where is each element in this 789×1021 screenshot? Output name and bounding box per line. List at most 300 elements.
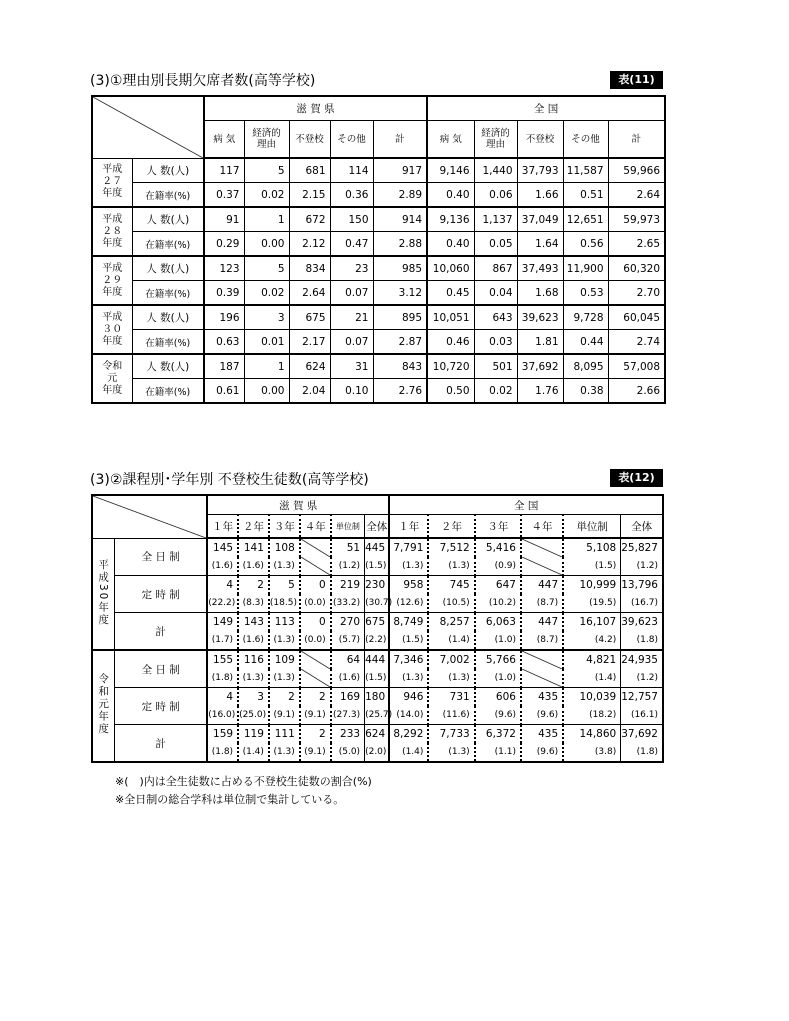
national-count-cell: 4,821 <box>563 650 621 669</box>
row-label-rate: 在籍率(%) <box>132 330 204 355</box>
shiga-count-cell: 159 <box>207 725 238 744</box>
shiga-count-cell: 2 <box>300 688 331 707</box>
shiga-rate-cell: 0.00 <box>244 232 289 257</box>
national-pct-cell: (1.3) <box>428 557 474 576</box>
national-pct-cell: (1.4) <box>428 631 474 650</box>
course-row-count <box>92 576 663 595</box>
national-pct-cell: (1.5) <box>389 631 428 650</box>
year-label: 令和 元 年度 <box>92 354 132 403</box>
year-row-rate <box>92 281 665 306</box>
shiga-pct-cell: (1.5) <box>365 557 390 576</box>
national-count-cell: 7,512 <box>428 538 474 557</box>
national-count-cell: 6,372 <box>475 725 521 744</box>
row-label-rate: 在籍率(%) <box>132 281 204 306</box>
shiga-rate-cell: 0.47 <box>330 232 373 257</box>
shiga-rate-cell: 0.61 <box>204 379 244 404</box>
shiga-rate-cell: 2.76 <box>373 379 427 404</box>
national-count-cell: 37,493 <box>517 256 563 281</box>
group-shiga-header: 滋 賀 県 <box>207 495 389 515</box>
col-header-shiga-1: 経済的 理由 <box>244 121 289 159</box>
year-row-count <box>92 354 665 379</box>
shiga-count-cell: 123 <box>204 256 244 281</box>
year-label <box>92 538 115 650</box>
national-pct-cell: (1.8) <box>621 631 663 650</box>
shiga-rate-cell: 2.17 <box>289 330 330 355</box>
national-count-cell: 37,692 <box>621 725 663 744</box>
year-label: 平成 ２８ 年度 <box>92 207 132 256</box>
national-rate-cell: 1.76 <box>517 379 563 404</box>
header-row-1 <box>92 96 665 121</box>
shiga-pct-cell: (1.3) <box>269 631 300 650</box>
col-header-shiga-0: 病 気 <box>204 121 244 159</box>
national-count-cell: 643 <box>474 305 517 330</box>
course-label: 計 <box>115 613 208 651</box>
shiga-pct-cell: (30.7) <box>365 594 390 613</box>
national-pct-cell <box>521 557 563 576</box>
col-header-national-3: その他 <box>563 121 608 159</box>
shiga-count-cell: 0 <box>300 576 331 595</box>
national-pct-cell: (1.4) <box>563 669 621 688</box>
national-pct-cell: (1.3) <box>389 557 428 576</box>
shiga-pct-cell: (8.3) <box>238 594 269 613</box>
national-count-cell: 39,623 <box>517 305 563 330</box>
table12-title: (3)②課程別･学年別 不登校生徒数(高等学校) <box>90 472 369 488</box>
shiga-pct-cell: (22.2) <box>207 594 238 613</box>
national-col-header-0: １年 <box>389 515 428 539</box>
national-rate-cell: 0.40 <box>427 232 474 257</box>
shiga-count-cell: 109 <box>269 650 300 669</box>
shiga-count-cell: 150 <box>330 207 373 232</box>
group-shiga-header: 滋 賀 県 <box>204 96 427 121</box>
national-count-cell: 13,796 <box>621 576 663 595</box>
national-count-cell: 1,137 <box>474 207 517 232</box>
national-col-header-4: 単位制 <box>563 515 621 539</box>
shiga-pct-cell: (1.6) <box>238 631 269 650</box>
national-count-cell: 447 <box>521 613 563 632</box>
shiga-count-cell: 843 <box>373 354 427 379</box>
shiga-pct-cell: (1.6) <box>207 557 238 576</box>
national-count-cell: 60,045 <box>608 305 665 330</box>
national-count-cell: 946 <box>389 688 428 707</box>
shiga-count-cell: 169 <box>331 688 365 707</box>
course-label: 計 <box>115 725 208 763</box>
shiga-rate-cell: 3.12 <box>373 281 427 306</box>
national-rate-cell: 0.40 <box>427 183 474 208</box>
course-row-count <box>92 538 663 557</box>
national-rate-cell: 1.64 <box>517 232 563 257</box>
course-row-count <box>92 688 663 707</box>
shiga-pct-cell <box>300 669 331 688</box>
shiga-rate-cell: 0.07 <box>330 330 373 355</box>
shiga-count-cell: 108 <box>269 538 300 557</box>
shiga-pct-cell: (1.3) <box>238 669 269 688</box>
shiga-col-header-2: ３年 <box>269 515 300 539</box>
shiga-count-cell: 624 <box>365 725 390 744</box>
shiga-count-cell: 681 <box>289 158 330 183</box>
national-pct-cell: (1.3) <box>428 743 474 762</box>
year-row-count <box>92 207 665 232</box>
national-count-cell: 731 <box>428 688 474 707</box>
national-count-cell: 501 <box>474 354 517 379</box>
shiga-col-header-4: 単位制 <box>331 515 365 539</box>
header-row-1 <box>92 495 663 515</box>
national-rate-cell: 0.04 <box>474 281 517 306</box>
shiga-count-cell: 219 <box>331 576 365 595</box>
shiga-count-cell: 2 <box>300 725 331 744</box>
shiga-count-cell: 117 <box>204 158 244 183</box>
national-rate-cell: 0.56 <box>563 232 608 257</box>
shiga-count-cell: 914 <box>373 207 427 232</box>
national-count-cell: 435 <box>521 688 563 707</box>
shiga-count-cell: 155 <box>207 650 238 669</box>
footnote-1: ※( )内は全生徒数に占める不登校生徒数の割合(%) <box>115 775 372 788</box>
shiga-pct-cell: (1.5) <box>365 669 390 688</box>
shiga-pct-cell: (18.5) <box>269 594 300 613</box>
national-count-cell: 57,008 <box>608 354 665 379</box>
shiga-count-cell: 113 <box>269 613 300 632</box>
shiga-rate-cell: 0.36 <box>330 183 373 208</box>
col-header-shiga-2: 不登校 <box>289 121 330 159</box>
national-count-cell: 958 <box>389 576 428 595</box>
shiga-count-cell: 0 <box>300 613 331 632</box>
col-header-national-0: 病 気 <box>427 121 474 159</box>
shiga-pct-cell: (1.7) <box>207 631 238 650</box>
shiga-rate-cell: 0.02 <box>244 183 289 208</box>
national-count-cell: 60,320 <box>608 256 665 281</box>
national-count-cell: 11,900 <box>563 256 608 281</box>
shiga-count-cell: 149 <box>207 613 238 632</box>
row-label-rate: 在籍率(%) <box>132 232 204 257</box>
national-count-cell: 16,107 <box>563 613 621 632</box>
national-count-cell: 11,587 <box>563 158 608 183</box>
national-rate-cell: 2.65 <box>608 232 665 257</box>
national-pct-cell: (9.6) <box>521 706 563 725</box>
course-label: 全 日 制 <box>115 538 208 576</box>
shiga-pct-cell: (9.1) <box>300 743 331 762</box>
national-rate-cell: 0.02 <box>474 379 517 404</box>
shiga-pct-cell: (0.0) <box>300 594 331 613</box>
shiga-pct-cell: (1.4) <box>238 743 269 762</box>
shiga-rate-cell: 2.04 <box>289 379 330 404</box>
shiga-count-cell: 4 <box>207 688 238 707</box>
shiga-count-cell: 119 <box>238 725 269 744</box>
national-count-cell: 5,416 <box>475 538 521 557</box>
row-label-count: 人 数(人) <box>132 158 204 183</box>
national-rate-cell: 0.50 <box>427 379 474 404</box>
national-pct-cell: (19.5) <box>563 594 621 613</box>
shiga-rate-cell: 0.07 <box>330 281 373 306</box>
national-pct-cell: (1.2) <box>621 557 663 576</box>
shiga-count-cell: 5 <box>244 256 289 281</box>
shiga-pct-cell: (1.6) <box>238 557 269 576</box>
national-count-cell: 10,060 <box>427 256 474 281</box>
shiga-rate-cell: 0.63 <box>204 330 244 355</box>
shiga-count-cell: 5 <box>244 158 289 183</box>
col-header-national-2: 不登校 <box>517 121 563 159</box>
row-label-rate: 在籍率(%) <box>132 379 204 404</box>
col-header-shiga-3: その他 <box>330 121 373 159</box>
shiga-count-cell: 3 <box>244 305 289 330</box>
national-rate-cell: 0.38 <box>563 379 608 404</box>
national-pct-cell: (4.2) <box>563 631 621 650</box>
national-count-cell: 647 <box>475 576 521 595</box>
shiga-count-cell: 145 <box>207 538 238 557</box>
shiga-count-cell: 895 <box>373 305 427 330</box>
shiga-pct-cell: (1.3) <box>269 743 300 762</box>
national-pct-cell: (1.0) <box>475 631 521 650</box>
shiga-rate-cell: 0.01 <box>244 330 289 355</box>
shiga-count-cell: 270 <box>331 613 365 632</box>
shiga-count-cell: 64 <box>331 650 365 669</box>
national-count-cell: 8,292 <box>389 725 428 744</box>
shiga-pct-cell: (25.0) <box>238 706 269 725</box>
shiga-count-cell: 21 <box>330 305 373 330</box>
national-count-cell: 606 <box>475 688 521 707</box>
shiga-count-cell: 114 <box>330 158 373 183</box>
national-count-cell: 25,827 <box>621 538 663 557</box>
table11-tag: 表(11) <box>610 71 663 89</box>
col-header-shiga-4: 計 <box>373 121 427 159</box>
shiga-count-cell: 5 <box>269 576 300 595</box>
shiga-rate-cell: 0.29 <box>204 232 244 257</box>
national-pct-cell: (8.7) <box>521 594 563 613</box>
row-label-count: 人 数(人) <box>132 256 204 281</box>
shiga-count-cell: 187 <box>204 354 244 379</box>
table12-tag: 表(12) <box>610 469 663 487</box>
shiga-pct-cell: (2.2) <box>365 631 390 650</box>
national-count-cell: 10,720 <box>427 354 474 379</box>
shiga-pct-cell: (27.3) <box>331 706 365 725</box>
table11-title: (3)①理由別長期欠席者数(高等学校) <box>90 73 316 89</box>
shiga-pct-cell: (25.7) <box>365 706 390 725</box>
national-count-cell: 435 <box>521 725 563 744</box>
shiga-pct-cell: (9.1) <box>269 706 300 725</box>
year-row-rate <box>92 183 665 208</box>
shiga-pct-cell: (2.0) <box>365 743 390 762</box>
year-row-count <box>92 256 665 281</box>
year-label-text: 平成30年度 <box>97 558 110 626</box>
national-count-cell: 867 <box>474 256 517 281</box>
national-pct-cell: (1.3) <box>428 669 474 688</box>
national-count-cell: 10,051 <box>427 305 474 330</box>
course-label: 定 時 制 <box>115 576 208 613</box>
row-label-count: 人 数(人) <box>132 305 204 330</box>
shiga-col-header-0: １年 <box>207 515 238 539</box>
national-count-cell: 12,757 <box>621 688 663 707</box>
national-count-cell: 7,791 <box>389 538 428 557</box>
shiga-pct-cell: (1.2) <box>331 557 365 576</box>
shiga-count-cell: 675 <box>365 613 390 632</box>
shiga-rate-cell: 0.39 <box>204 281 244 306</box>
shiga-count-cell: 672 <box>289 207 330 232</box>
national-rate-cell: 0.03 <box>474 330 517 355</box>
national-count-cell: 1,440 <box>474 158 517 183</box>
shiga-count-cell: 985 <box>373 256 427 281</box>
national-pct-cell: (10.5) <box>428 594 474 613</box>
year-label: 平成 ３０ 年度 <box>92 305 132 354</box>
shiga-rate-cell: 2.15 <box>289 183 330 208</box>
national-pct-cell: (10.2) <box>475 594 521 613</box>
absence-by-reason-table <box>91 95 666 404</box>
national-count-cell: 14,860 <box>563 725 621 744</box>
shiga-rate-cell: 2.64 <box>289 281 330 306</box>
national-rate-cell: 2.74 <box>608 330 665 355</box>
shiga-count-cell: 233 <box>331 725 365 744</box>
national-pct-cell: (11.6) <box>428 706 474 725</box>
national-count-cell: 745 <box>428 576 474 595</box>
national-col-header-1: ２年 <box>428 515 474 539</box>
truancy-by-grade-table <box>91 494 664 763</box>
national-count-cell: 39,623 <box>621 613 663 632</box>
shiga-count-cell: 180 <box>365 688 390 707</box>
national-count-cell: 5,766 <box>475 650 521 669</box>
national-pct-cell: (18.2) <box>563 706 621 725</box>
national-rate-cell: 1.66 <box>517 183 563 208</box>
year-row-rate <box>92 232 665 257</box>
shiga-pct-cell: (9.1) <box>300 706 331 725</box>
shiga-col-header-3: ４年 <box>300 515 331 539</box>
header-corner <box>92 495 207 538</box>
national-count-cell <box>521 538 563 557</box>
course-row-count <box>92 613 663 632</box>
shiga-count-cell: 143 <box>238 613 269 632</box>
shiga-count-cell: 2 <box>238 576 269 595</box>
national-col-header-2: ３年 <box>475 515 521 539</box>
national-count-cell: 7,002 <box>428 650 474 669</box>
national-pct-cell: (1.3) <box>389 669 428 688</box>
shiga-pct-cell: (1.8) <box>207 743 238 762</box>
national-rate-cell: 0.05 <box>474 232 517 257</box>
national-count-cell: 10,999 <box>563 576 621 595</box>
shiga-rate-cell: 2.87 <box>373 330 427 355</box>
national-pct-cell: (8.7) <box>521 631 563 650</box>
group-national-header: 全 国 <box>389 495 663 515</box>
national-rate-cell: 2.66 <box>608 379 665 404</box>
national-pct-cell: (1.5) <box>563 557 621 576</box>
footnote-2: ※全日制の総合学科は単位制で集計している。 <box>115 793 345 806</box>
shiga-count-cell: 196 <box>204 305 244 330</box>
shiga-pct-cell: (33.2) <box>331 594 365 613</box>
national-col-header-3: ４年 <box>521 515 563 539</box>
shiga-count-cell: 91 <box>204 207 244 232</box>
year-label-text: 令和元年度 <box>97 673 110 736</box>
national-count-cell: 7,733 <box>428 725 474 744</box>
shiga-count-cell: 4 <box>207 576 238 595</box>
national-rate-cell: 1.68 <box>517 281 563 306</box>
shiga-count-cell: 23 <box>330 256 373 281</box>
national-pct-cell: (1.4) <box>389 743 428 762</box>
row-label-count: 人 数(人) <box>132 207 204 232</box>
year-label: 平成 ２７ 年度 <box>92 158 132 207</box>
shiga-count-cell: 624 <box>289 354 330 379</box>
course-row-count <box>92 725 663 744</box>
course-label: 全 日 制 <box>115 650 208 688</box>
group-national-header: 全 国 <box>427 96 665 121</box>
national-count-cell <box>521 650 563 669</box>
year-row-count <box>92 158 665 183</box>
course-row-count <box>92 650 663 669</box>
year-row-count <box>92 305 665 330</box>
national-pct-cell: (1.1) <box>475 743 521 762</box>
shiga-count-cell: 444 <box>365 650 390 669</box>
shiga-pct-cell: (0.0) <box>300 631 331 650</box>
shiga-count-cell: 3 <box>238 688 269 707</box>
national-pct-cell: (16.7) <box>621 594 663 613</box>
shiga-pct-cell: (1.6) <box>331 669 365 688</box>
shiga-rate-cell: 2.89 <box>373 183 427 208</box>
shiga-count-cell: 230 <box>365 576 390 595</box>
shiga-count-cell: 445 <box>365 538 390 557</box>
national-rate-cell: 0.44 <box>563 330 608 355</box>
shiga-count-cell: 834 <box>289 256 330 281</box>
shiga-count-cell: 1 <box>244 207 289 232</box>
shiga-pct-cell: (1.3) <box>269 669 300 688</box>
shiga-pct-cell: (1.8) <box>207 669 238 688</box>
national-count-cell: 8,749 <box>389 613 428 632</box>
shiga-rate-cell: 0.37 <box>204 183 244 208</box>
shiga-count-cell: 141 <box>238 538 269 557</box>
shiga-rate-cell: 0.10 <box>330 379 373 404</box>
national-rate-cell: 2.70 <box>608 281 665 306</box>
national-count-cell: 9,136 <box>427 207 474 232</box>
national-count-cell: 10,039 <box>563 688 621 707</box>
national-col-header-5: 全体 <box>621 515 663 539</box>
national-pct-cell: (9.6) <box>521 743 563 762</box>
col-header-national-1: 経済的 理由 <box>474 121 517 159</box>
national-pct-cell: (9.6) <box>475 706 521 725</box>
national-count-cell: 12,651 <box>563 207 608 232</box>
row-label-count: 人 数(人) <box>132 354 204 379</box>
national-count-cell: 6,063 <box>475 613 521 632</box>
national-count-cell: 59,966 <box>608 158 665 183</box>
national-count-cell: 9,728 <box>563 305 608 330</box>
national-pct-cell: (1.0) <box>475 669 521 688</box>
shiga-count-cell: 111 <box>269 725 300 744</box>
shiga-count-cell: 51 <box>331 538 365 557</box>
shiga-count-cell: 2 <box>269 688 300 707</box>
national-rate-cell: 0.53 <box>563 281 608 306</box>
national-pct-cell: (0.9) <box>475 557 521 576</box>
header-corner <box>92 96 204 158</box>
year-row-rate <box>92 379 665 404</box>
national-count-cell: 59,973 <box>608 207 665 232</box>
shiga-rate-cell: 0.02 <box>244 281 289 306</box>
national-count-cell: 7,346 <box>389 650 428 669</box>
national-rate-cell: 0.51 <box>563 183 608 208</box>
row-label-rate: 在籍率(%) <box>132 183 204 208</box>
shiga-count-cell: 675 <box>289 305 330 330</box>
national-count-cell: 37,793 <box>517 158 563 183</box>
course-label: 定 時 制 <box>115 688 208 725</box>
shiga-rate-cell: 2.88 <box>373 232 427 257</box>
col-header-national-4: 計 <box>608 121 665 159</box>
national-count-cell: 9,146 <box>427 158 474 183</box>
national-rate-cell: 0.06 <box>474 183 517 208</box>
shiga-count-cell <box>300 650 331 669</box>
national-pct-cell: (14.0) <box>389 706 428 725</box>
national-pct-cell: (1.2) <box>621 669 663 688</box>
national-rate-cell: 0.46 <box>427 330 474 355</box>
shiga-count-cell: 31 <box>330 354 373 379</box>
national-count-cell: 447 <box>521 576 563 595</box>
shiga-pct-cell: (5.7) <box>331 631 365 650</box>
year-row-rate <box>92 330 665 355</box>
shiga-col-header-1: ２年 <box>238 515 269 539</box>
shiga-count-cell: 1 <box>244 354 289 379</box>
national-pct-cell: (16.1) <box>621 706 663 725</box>
national-count-cell: 8,095 <box>563 354 608 379</box>
national-count-cell: 5,108 <box>563 538 621 557</box>
